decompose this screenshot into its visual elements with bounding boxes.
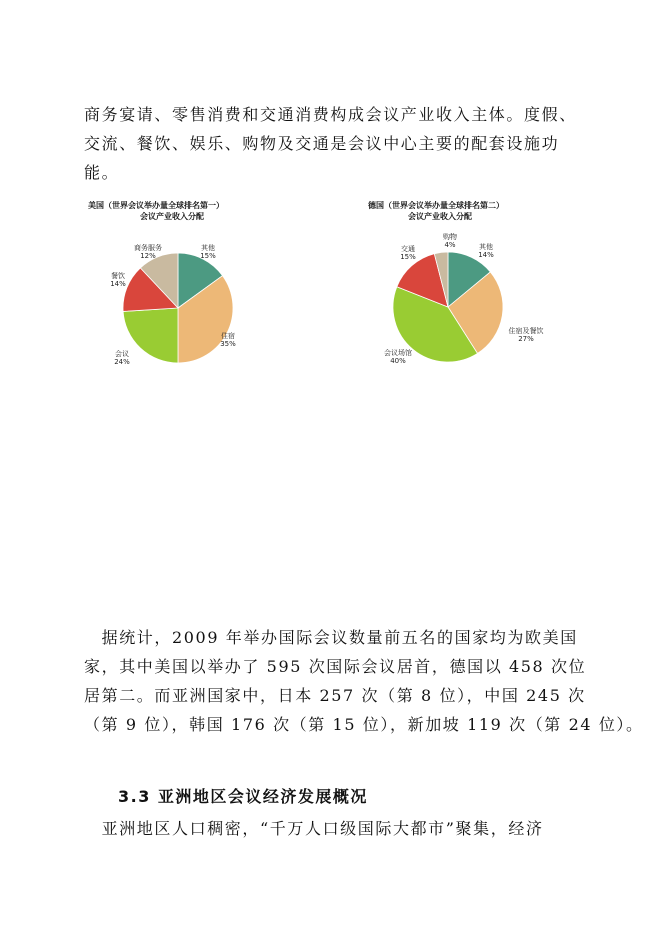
chart-germany-title-line1: 德国（世界会议举办量全球排名第二） (368, 201, 504, 210)
pie-slice-value: 14% (478, 251, 494, 259)
statistics-paragraph (84, 623, 644, 739)
pie-slice-value: 40% (390, 357, 406, 365)
chart-germany-title (368, 200, 504, 222)
asia-paragraph (84, 814, 584, 843)
pie-slice-label: 其他 (201, 244, 215, 252)
pie-slice-label: 其他 (479, 243, 493, 251)
paragraph-line: 家，其中美国以举办了 595 次国际会议居首，德国以 458 次位 (84, 657, 587, 676)
chart-germany-pie (368, 235, 548, 370)
pie-slice-value: 12% (140, 252, 156, 260)
pie-slice-label: 住宿 (221, 332, 235, 340)
paragraph-line: 居第二。而亚洲国家中，日本 257 次（第 8 位），中国 245 次 (84, 686, 586, 705)
pie-slice-label: 商务服务 (134, 244, 162, 252)
paragraph-line: 亚洲地区人口稠密，“千万人口级国际大都市”聚集，经济 (84, 819, 544, 838)
section-heading: 3.3 亚洲地区会议经济发展概况 (118, 787, 368, 806)
paragraph-line: 据统计，2009 年举办国际会议数量前五名的国家均为欧美国 (84, 628, 578, 647)
paragraph-line: 交流、餐饮、娱乐、购物及交通是会议中心主要的配套设施功 (84, 134, 560, 153)
pie-slice-label: 交通 (401, 245, 415, 253)
intro-paragraph (84, 100, 584, 187)
chart-usa-title-line1: 美国（世界会议举办量全球排名第一） (88, 201, 224, 210)
pie-slice-label: 购物 (443, 233, 457, 241)
paragraph-line: 能。 (84, 163, 120, 182)
chart-germany-subtitle: 会议产业收入分配 (408, 212, 472, 221)
pie-slice-value: 15% (400, 253, 416, 261)
chart-usa-subtitle: 会议产业收入分配 (140, 212, 204, 221)
pie-slice-label: 会议场馆 (384, 349, 412, 357)
pie-slice-value: 27% (518, 335, 534, 343)
pie-slice-value: 24% (114, 358, 130, 366)
pie-slice-label: 餐饮 (111, 272, 125, 280)
paragraph-line: 商务宴请、零售消费和交通消费构成会议产业收入主体。度假、 (84, 105, 577, 124)
pie-slice-3 (123, 308, 178, 363)
paragraph-line: （第 9 位），韩国 176 次（第 15 位），新加坡 119 次（第 24 位）。 (84, 715, 644, 734)
chart-usa-title (88, 200, 224, 222)
pie-slice-value: 14% (110, 280, 126, 288)
pie-slice-label: 会议 (115, 350, 129, 358)
pie-slice-value: 15% (200, 252, 216, 260)
pie-slice-value: 4% (444, 241, 456, 249)
chart-usa-pie (100, 240, 270, 370)
pie-slice-label: 住宿及餐饮 (508, 327, 544, 335)
pie-slice-value: 35% (220, 340, 236, 348)
